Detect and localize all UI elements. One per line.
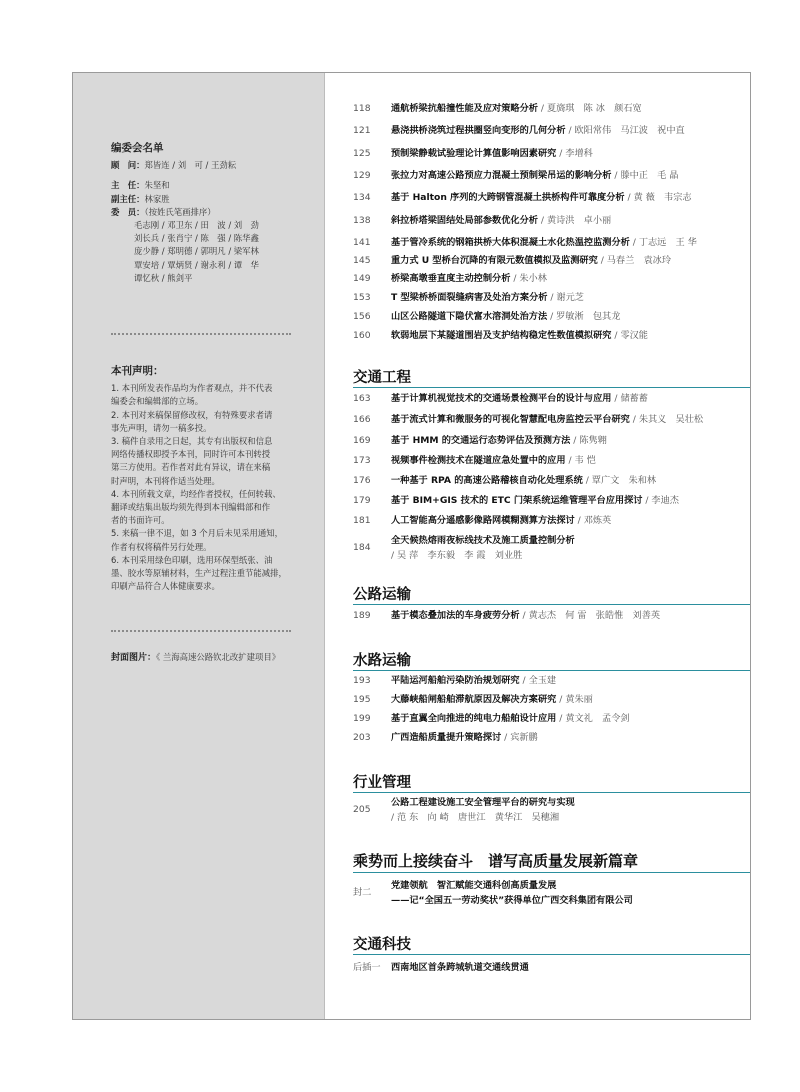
- article-authors: 滕中正 毛 晶: [620, 170, 679, 181]
- dotted-divider: [111, 630, 291, 632]
- section-heading-feature: 乘势而上接续奋斗 谱写高质量发展新篇章: [353, 852, 639, 870]
- statement-line: 编委会和编辑部的立场。: [111, 396, 204, 407]
- page-number: 195: [353, 694, 371, 705]
- committee-title: 编委会名单: [111, 142, 164, 154]
- article-title: 桥梁高墩垂直度主动控制分析: [391, 273, 511, 284]
- cover-image-caption: [111, 650, 280, 663]
- toc-entry[interactable]: 181 人工智能高分遥感影像路网模糊测算方法探讨 / 邓炼英: [353, 515, 612, 526]
- toc-entry[interactable]: 203 广西造船质量提升策略探讨 / 宾新鹏: [353, 732, 538, 743]
- article-authors: 李迪杰: [651, 495, 679, 506]
- statement-line: 6. 本刊采用绿色印刷，选用环保型纸张、油: [111, 554, 273, 565]
- article-authors: 丁志远 王 华: [638, 237, 697, 248]
- page-number: 118: [353, 103, 371, 114]
- article-authors: 黄文礼 孟令剑: [565, 713, 630, 724]
- statement-line: 1. 本刊所发表作品均为作者观点，并不代表: [111, 383, 273, 394]
- toc-entry[interactable]: 141 基于管冷系统的钢箱拱桥大体积混凝土水化热温控监测分析 / 丁志远 王 华: [353, 237, 697, 248]
- vice-chair-label: 副主任：: [111, 193, 145, 204]
- article-title: T 型梁桥桥面裂缝病害及处治方案分析: [391, 292, 548, 303]
- toc-entry[interactable]: 193 平陆运河船舶污染防治规划研究 / 全玉建: [353, 675, 557, 686]
- toc-entry[interactable]: 160 软弱地层下某隧道围岩及支护结构稳定性数值模拟研究 / 零汉能: [353, 330, 648, 341]
- article-title: 全天候热熔雨夜标线技术及施工质量控制分析: [391, 535, 575, 546]
- statement-line: 墨、胶水等原辅材料，生产过程注重节能减排，: [111, 568, 287, 579]
- article-title: 基于直翼全向推进的纯电力船舶设计应用: [391, 713, 557, 724]
- page-number: 189: [353, 610, 371, 621]
- article-authors: 夏旖琪 陈 冰 颜石宽: [546, 103, 642, 114]
- vice-chair-names: 林家胜: [144, 193, 170, 204]
- article-title: 基于管冷系统的钢箱拱桥大体积混凝土水化热温控监测分析: [391, 237, 630, 248]
- page-number: 封二: [353, 887, 372, 898]
- section-rule: [353, 387, 750, 388]
- article-title: 基于模态叠加法的车身疲劳分析: [391, 610, 520, 621]
- article-title: 基于 BIM+GIS 技术的 ETC 门架系统运维管理平台应用探讨: [391, 495, 643, 506]
- toc-entry[interactable]: 156 山区公路隧道下隐伏富水溶洞处治方法 / 罗敏淅 包其龙: [353, 311, 621, 322]
- article-authors: 黄志杰 何 雷 张皓惟 刘善英: [528, 610, 661, 621]
- toc-entry[interactable]: 205 公路工程建设施工安全管理平台的研究与实现 / 范 东 向 崎 唐世江 黄华江 吴穗湘: [353, 797, 575, 823]
- toc-entry[interactable]: 138 斜拉桥塔梁固结处局部参数优化分析 / 黄诗洪 卓小丽: [353, 215, 612, 226]
- page-number: 153: [353, 292, 371, 303]
- article-title: 基于流式计算和微服务的可视化智慧配电房监控云平台研究: [391, 414, 630, 425]
- article-title: 一种基于 RPA 的高速公路稽核自动化处理系统: [391, 475, 583, 486]
- section-heading-industry-management: 行业管理: [353, 775, 411, 791]
- section-rule: [353, 670, 750, 671]
- article-title: 软弱地层下某隧道围岩及支护结构稳定性数值模拟研究: [391, 330, 612, 341]
- statement-line: 事先声明，请勿一稿多投。: [111, 422, 212, 433]
- article-title: 预制梁静载试验理论计算值影响因素研究: [391, 148, 557, 159]
- article-title: 重力式 U 型桥台沉降的有限元数值模拟及监测研究: [391, 255, 598, 266]
- toc-entry[interactable]: 129 张拉力对高速公路预应力混凝土预制梁吊运的影响分析 / 滕中正 毛 晶: [353, 170, 679, 181]
- statement-line: 时声明，本刊将作适当处理。: [111, 475, 220, 486]
- section-heading-highway-transport: 公路运输: [353, 587, 411, 603]
- toc-entry[interactable]: 149 桥梁高墩垂直度主动控制分析 / 朱小林: [353, 273, 547, 284]
- section-rule: [353, 872, 750, 873]
- member-names-line: 庞少静 / 郑明德 / 郭明凡 / 梁军林: [134, 246, 259, 257]
- article-title: 张拉力对高速公路预应力混凝土预制梁吊运的影响分析: [391, 170, 612, 181]
- toc-entry[interactable]: 134 基于 Halton 序列的大跨钢管混凝土拱桥构件可靠度分析 / 黄 薇 韦宗志: [353, 192, 692, 203]
- toc-entry[interactable]: 184 全天候热熔雨夜标线技术及施工质量控制分析 / 吴 萍 李东毅 李 霞 刘业胜: [353, 535, 575, 561]
- article-authors: 欧阳常伟 马江波 祝中直: [574, 125, 685, 136]
- member-names-line: 刘长兵 / 张肖宁 / 陈 强 / 陈华鑫: [134, 233, 259, 244]
- table-of-contents: [325, 73, 750, 1019]
- article-subtitle: ——记“全国五一劳动奖状”获得单位广西交科集团有限公司: [391, 895, 633, 906]
- article-authors: 黄 薇 韦宗志: [633, 192, 692, 203]
- page-number: 163: [353, 393, 371, 404]
- page-number: 179: [353, 495, 371, 506]
- chair-label: 主 任：: [111, 180, 145, 191]
- statement-line: 第三方使用。若作者对此有异议，请在来稿: [111, 462, 271, 473]
- page-number: 129: [353, 170, 371, 181]
- sidebar: [73, 73, 325, 1019]
- article-title: 基于 HMM 的交通运行态势评估及预测方法: [391, 435, 571, 446]
- article-title: 斜拉桥塔梁固结处局部参数优化分析: [391, 215, 538, 226]
- member-names-line: 覃安培 / 覃炳贤 / 谢永利 / 谭 华: [134, 259, 259, 270]
- article-title: 平陆运河船舶污染防治规划研究: [391, 675, 520, 686]
- statement-line: 5. 来稿一律不退，如 3 个月后未见采用通知，: [111, 528, 284, 539]
- article-authors: 宾新鹏: [510, 732, 538, 743]
- toc-entry[interactable]: 176 一种基于 RPA 的高速公路稽核自动化处理系统 / 覃广文 朱和林: [353, 475, 657, 486]
- journal-statement: [111, 365, 311, 593]
- page-number: 199: [353, 713, 371, 724]
- toc-entry[interactable]: 166 基于流式计算和微服务的可视化智慧配电房监控云平台研究 / 朱其义 吴壮松: [353, 414, 704, 425]
- article-authors: 邓炼英: [583, 515, 612, 526]
- page-number: 145: [353, 255, 371, 266]
- toc-entry[interactable]: [353, 960, 743, 975]
- page-number: 169: [353, 435, 371, 446]
- statement-line: 3. 稿件自录用之日起，其专有出版权和信息: [111, 436, 273, 447]
- toc-entry[interactable]: 169 基于 HMM 的交通运行态势评估及预测方法 / 陈隽翱: [353, 435, 607, 446]
- article-title: 基于 Halton 序列的大跨钢管混凝土拱桥构件可靠度分析: [391, 192, 625, 203]
- article-authors: 覃广文 朱和林: [591, 475, 657, 486]
- statement-line: 翻译或结集出版均须先得到本刊编辑部和作: [111, 502, 271, 513]
- section-rule: [353, 604, 750, 605]
- chair-names: 朱坚和: [144, 180, 170, 191]
- page-number: 181: [353, 515, 371, 526]
- toc-entry[interactable]: 163 基于计算机视觉技术的交通场景检测平台的设计与应用 / 储蓄蓄: [353, 393, 648, 404]
- toc-entry[interactable]: 195 大藤峡船闸船舶滞航原因及解决方案研究 / 黄朱丽: [353, 694, 593, 705]
- statement-line: 4. 本刊所载文章，均经作者授权，任何转载、: [111, 488, 281, 499]
- page-number: 205: [353, 804, 371, 815]
- toc-entry[interactable]: 118 通航桥梁抗船撞性能及应对策略分析 / 夏旖琪 陈 冰 颜石宽: [353, 103, 642, 114]
- page-number: 193: [353, 675, 371, 686]
- article-authors: 零汉能: [620, 330, 648, 341]
- toc-entry[interactable]: 125 预制梁静载试验理论计算值影响因素研究 / 李增科: [353, 148, 593, 159]
- statement-line: 印刷产品符合人体健康要求。: [111, 581, 220, 592]
- article-title: 山区公路隧道下隐伏富水溶洞处治方法: [391, 311, 548, 322]
- chair-line: [111, 179, 311, 192]
- page-number: 176: [353, 475, 371, 486]
- article-title: 悬浇拱桥浇筑过程拱圈竖向变形的几何分析: [391, 125, 566, 136]
- dotted-divider: [111, 333, 291, 335]
- page-number: 184: [353, 542, 371, 553]
- statement-line: 者的书面许可。: [111, 515, 170, 526]
- article-authors: 韦 恺: [574, 455, 596, 466]
- article-authors: 范 东 向 崎 唐世江 黄华江 吴穗湘: [397, 812, 560, 823]
- member-names-line: 毛志刚 / 邓卫东 / 田 波 / 刘 劲: [134, 220, 259, 231]
- statement-line: 网络传播权即授予本刊，同时许可本刊转授: [111, 449, 271, 460]
- article-authors: 谢元芝: [556, 292, 584, 303]
- page-number: 160: [353, 330, 371, 341]
- toc-entry[interactable]: [353, 878, 743, 908]
- toc-entry[interactable]: 153 T 型梁桥桥面裂缝病害及处治方案分析 / 谢元芝: [353, 292, 584, 303]
- page-number: 138: [353, 215, 371, 226]
- toc-entry[interactable]: 121 悬浇拱桥浇筑过程拱圈竖向变形的几何分析 / 欧阳常伟 马江波 祝中直: [353, 125, 685, 136]
- section-heading-waterway-transport: 水路运输: [353, 653, 411, 669]
- article-title: 通航桥梁抗船撞性能及应对策略分析: [391, 103, 538, 114]
- members-label: 委 员：: [111, 206, 145, 217]
- editorial-committee: [111, 142, 311, 285]
- article-title: 基于计算机视觉技术的交通场景检测平台的设计与应用: [391, 393, 612, 404]
- page-number: 173: [353, 455, 371, 466]
- article-authors: 朱其义 吴壮松: [638, 414, 704, 425]
- advisor-names: 郑皆连 / 刘 可 / 王劲耘: [144, 160, 237, 171]
- page-number: 166: [353, 414, 371, 425]
- article-title: 西南地区首条跨城轨道交通线贯通: [391, 962, 529, 973]
- statement-title: 本刊声明：: [111, 365, 164, 377]
- article-title: 广西造船质量提升策略探讨: [391, 732, 502, 743]
- page-number: 后插一: [353, 962, 381, 973]
- article-title: 公路工程建设施工安全管理平台的研究与实现: [391, 797, 575, 808]
- toc-entry[interactable]: 145 重力式 U 型桥台沉降的有限元数值模拟及监测研究 / 马春兰 袁冰玲: [353, 255, 672, 266]
- statement-line: 2. 本刊对来稿保留修改权，有特殊要求者请: [111, 409, 273, 420]
- toc-entry[interactable]: 199 基于直翼全向推进的纯电力船舶设计应用 / 黄文礼 孟令剑: [353, 713, 630, 724]
- page-number: 203: [353, 732, 371, 743]
- page-number: 141: [353, 237, 371, 248]
- members-line: [111, 206, 311, 219]
- cover-text: 《 兰海高速公路钦北改扩建项目》: [156, 652, 281, 662]
- article-authors: 黄朱丽: [565, 694, 593, 705]
- page-number: 134: [353, 192, 371, 203]
- article-authors: 罗敏淅 包其龙: [556, 311, 621, 322]
- page-number: 121: [353, 125, 371, 136]
- article-authors: 储蓄蓄: [620, 393, 648, 404]
- article-authors: 黄诗洪 卓小丽: [546, 215, 612, 226]
- article-authors: 陈隽翱: [579, 435, 607, 446]
- page-number: 149: [353, 273, 371, 284]
- page-number: 125: [353, 148, 371, 159]
- statement-line: 作者有权将稿件另行处理。: [111, 541, 212, 552]
- article-authors: 马春兰 袁冰玲: [606, 255, 672, 266]
- article-title: 党建领航 智汇赋能交通科创高质量发展: [391, 880, 557, 891]
- cover-label: 封面图片：: [111, 653, 157, 663]
- article-title: 大藤峡船闸船舶滞航原因及解决方案研究: [391, 694, 557, 705]
- article-authors: 李增科: [565, 148, 593, 159]
- section-heading-traffic-engineering: 交通工程: [353, 370, 411, 386]
- members-note: （按姓氏笔画排序）: [144, 206, 216, 217]
- section-heading-transport-tech: 交通科技: [353, 937, 411, 953]
- toc-entry[interactable]: 179 基于 BIM+GIS 技术的 ETC 门架系统运维管理平台应用探讨 / 李迪杰: [353, 495, 679, 506]
- article-authors: 朱小林: [519, 273, 547, 284]
- article-title: 视频事件检测技术在隧道应急处置中的应用: [391, 455, 566, 466]
- toc-entry[interactable]: 189 基于模态叠加法的车身疲劳分析 / 黄志杰 何 雷 张皓惟 刘善英: [353, 610, 661, 621]
- page-number: 156: [353, 311, 371, 322]
- article-authors: 吴 萍 李东毅 李 霞 刘业胜: [397, 550, 523, 561]
- advisor-line: [111, 159, 311, 172]
- vice-chair-line: [111, 193, 311, 206]
- section-rule: [353, 954, 750, 955]
- toc-entry[interactable]: 173 视频事件检测技术在隧道应急处置中的应用 / 韦 恺: [353, 455, 596, 466]
- advisor-label: 顾 问：: [111, 160, 145, 171]
- section-rule: [353, 792, 750, 793]
- article-authors: 全玉建: [528, 675, 557, 686]
- member-names-line: 谭忆秋 / 熊剑平: [134, 272, 193, 283]
- article-title: 人工智能高分遥感影像路网模糊测算方法探讨: [391, 515, 575, 526]
- page-frame: [72, 72, 751, 1020]
